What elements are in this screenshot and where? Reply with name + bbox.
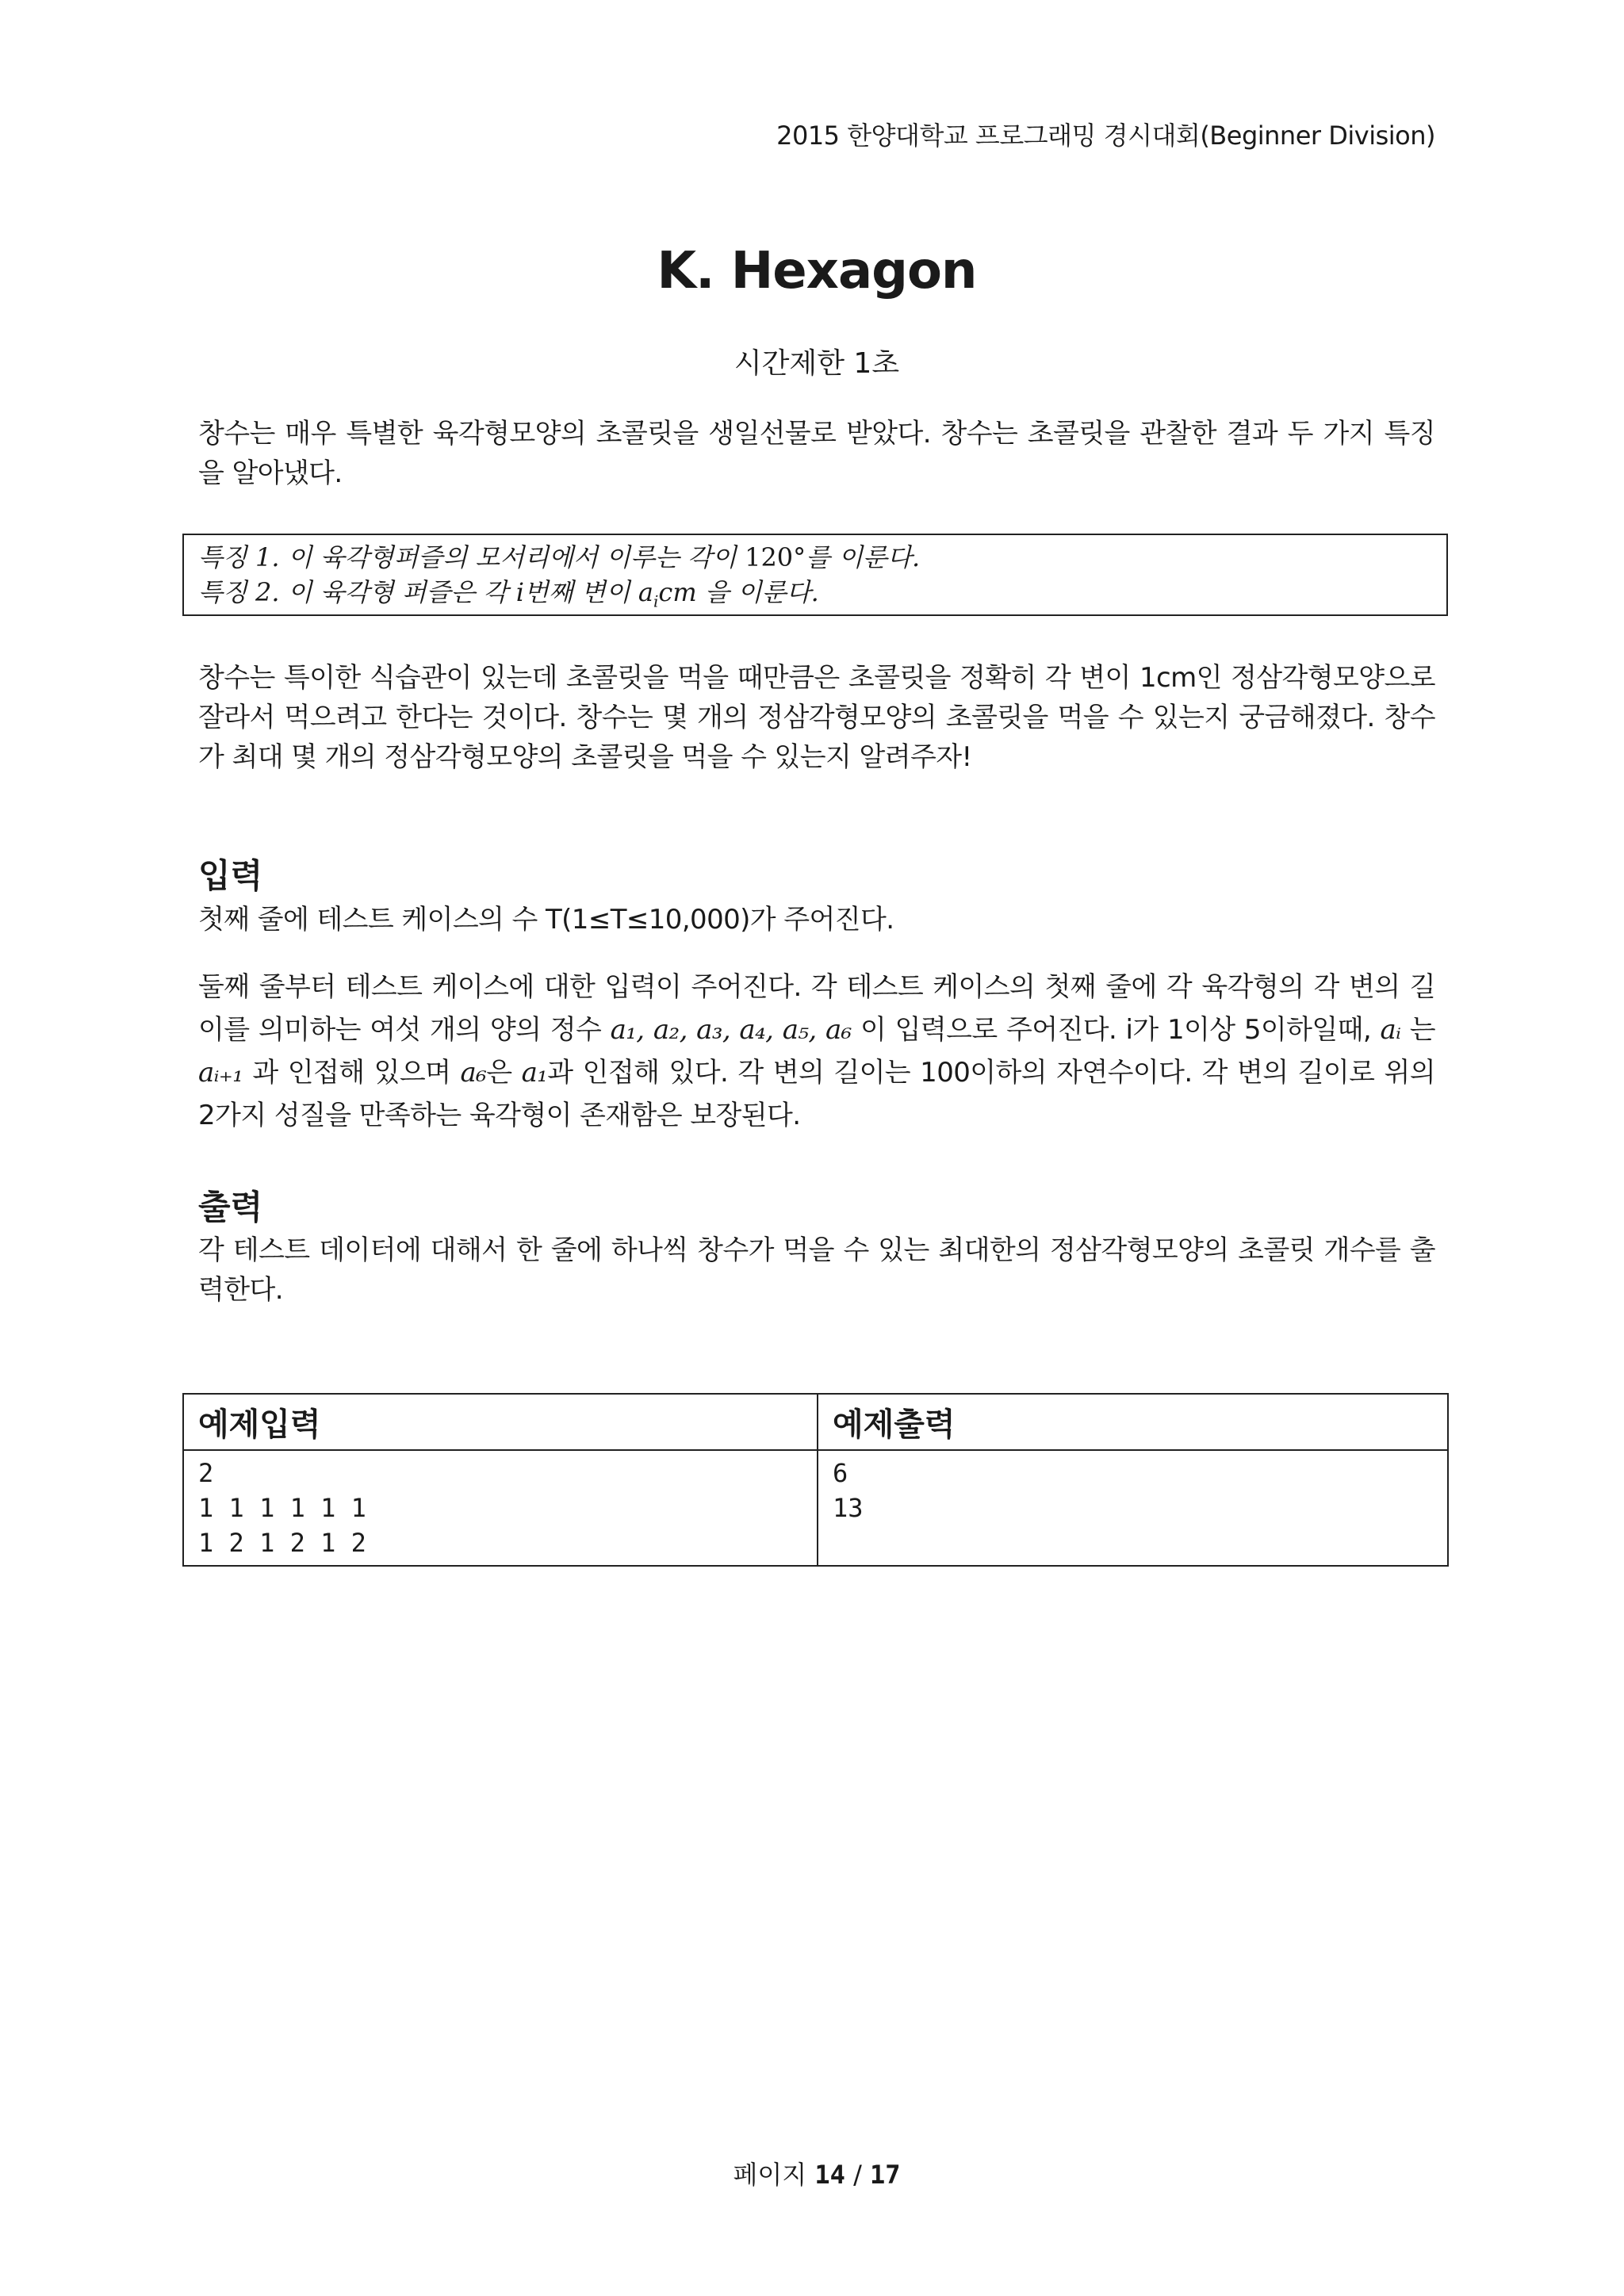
sample-input-text: 2 1 1 1 1 1 1 1 2 1 2 1 2 bbox=[183, 1450, 818, 1566]
feature-box bbox=[182, 534, 1448, 616]
intro-paragraph: 창수는 매우 특별한 육각형모양의 초콜릿을 생일선물로 받았다. 창수는 초콜릿을 관찰한 결과 두 가지 특징을 알아냈다. bbox=[198, 418, 1435, 489]
sample-body-row bbox=[183, 1450, 1448, 1566]
side-variables: a₁, a₂, a₃, a₄, a₅, a₆ bbox=[610, 1014, 852, 1046]
current-page: 14 bbox=[814, 2160, 845, 2190]
sample-table bbox=[182, 1393, 1449, 1567]
output-paragraph: 각 테스트 데이터에 대해서 한 줄에 하나씩 창수가 먹을 수 있는 최대한의 정삼각형모양의 초콜릿 개수를 출력한다. bbox=[198, 1234, 1435, 1306]
feature-2: 특징 2. 이 육각형 퍼즐은 각 i번째 변이 $a_icm$ 을 이룬다. bbox=[198, 577, 819, 611]
total-pages: 17 bbox=[870, 2160, 901, 2190]
sample-header-row bbox=[183, 1394, 1448, 1450]
input-paragraph2: 둘째 줄부터 테스트 케이스에 대한 입력이 주어진다. 각 테스트 케이스의 첫째 줄에 각 육각형의 각 변의 길이를 의미하는 여섯 개의 양의 정수 a₁, a₂, a₃, a₄, a₅, a₆ 이 입력으로 주어진다. i가 1이상 5이하일때, aᵢ 는 aᵢ₊₁ 과 인접해 있으며 a₆은 a₁과 인접해 있다. 각 변의 길이는 100이하의 자연수이다. 각 변의 길이로 위의 2가지 성질을 만족하는 육각형이 존재함은 보장된다. bbox=[198, 971, 1436, 1131]
angle-value: 120° bbox=[745, 542, 806, 572]
feature-1: 특징 1. 이 육각형퍼즐의 모서리에서 이루는 각이 120°를 이룬다. bbox=[198, 542, 921, 572]
story-paragraph: 창수는 특이한 식습관이 있는데 초콜릿을 먹을 때만큼은 초콜릿을 정확히 각 변이 1cm인 정삼각형모양으로 잘라서 먹으려고 한다는 것이다. 창수는 몇 개의 정삼각형모양의 초콜릿을 먹을 수 있는지 궁금해졌다. 창수가 최대 몇 개의 정삼각형모양의 초콜릿을 먹을 수 있는지 알려주자! bbox=[198, 662, 1435, 773]
output-heading: 출력 bbox=[198, 1188, 263, 1226]
page-header: 2015 한양대학교 프로그래밍 경시대회(Beginner Division) bbox=[776, 121, 1435, 151]
input-line1: 첫째 줄에 테스트 케이스의 수 T(1≤T≤10,000)가 주어진다. bbox=[198, 904, 894, 936]
sample-output-text: 6 13 bbox=[818, 1450, 1448, 1566]
page-footer: 페이지 14 / 17 bbox=[733, 2160, 901, 2190]
sample-input-header: 예제입력 bbox=[183, 1394, 818, 1450]
time-limit: 시간제한 1초 bbox=[733, 347, 900, 380]
problem-title: K. Hexagon bbox=[657, 242, 977, 300]
input-heading: 입력 bbox=[198, 856, 263, 895]
sample-output-header: 예제출력 bbox=[818, 1394, 1448, 1450]
